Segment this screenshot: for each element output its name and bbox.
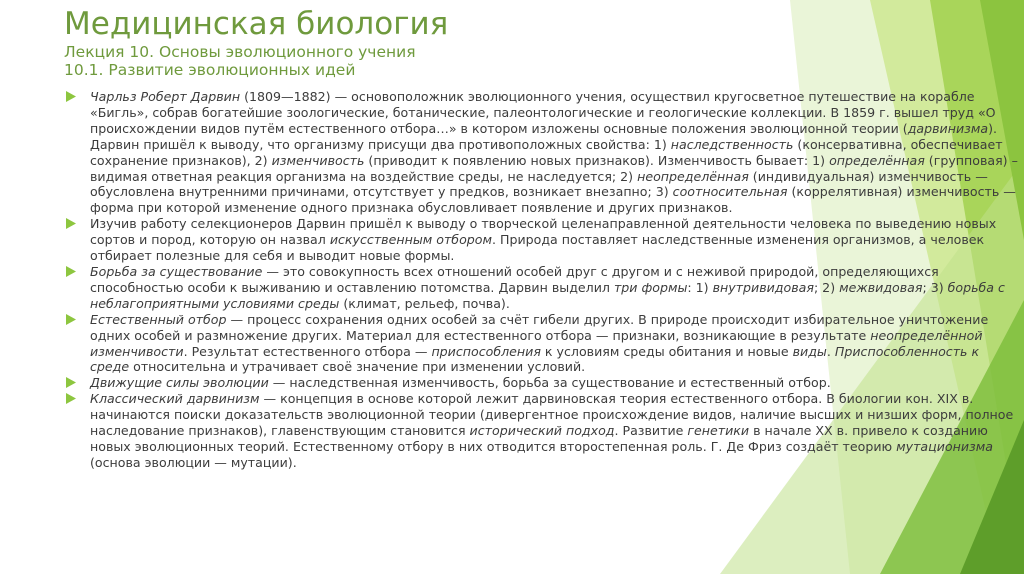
term-text: Борьба за существование — [90, 263, 263, 279]
bullet-arrow-icon — [66, 266, 76, 277]
term-text: межвидовая — [839, 279, 923, 295]
term-text: приспособления — [431, 343, 541, 359]
body-text: . Развитие — [614, 423, 688, 439]
bullet-arrow-icon — [66, 314, 76, 325]
term-text: изменчивость — [271, 152, 365, 168]
body-text: — процесс сохранения одних особей за счёт гибели других. В природе происходит избирательное уничтожение одних особей и размножение других. Материал для естественного отбора — признаки, возникающие в результате — [90, 311, 989, 343]
bullet-item — [66, 264, 1018, 312]
body-text: (основа эволюции — мутации). — [90, 454, 297, 470]
body-text: . — [826, 343, 835, 359]
body-text: ; 3) — [922, 279, 948, 295]
term-text: три формы — [613, 279, 688, 295]
term-text: борьба с неблагоприятными условиями среды — [90, 279, 1005, 311]
term-text: мутационизма — [896, 438, 993, 454]
body-text: (индивидуальная) изменчивость — обусловлена внутренними причинами, отсутствует у предков, возникает внезапно; 3) — [90, 168, 988, 200]
term-text: искусственным отбором — [329, 232, 492, 248]
term-text: Классический дарвинизм — [90, 391, 260, 407]
slide-title: Медицинская биология — [64, 6, 449, 42]
body-text: ). Дарвин пришёл к выводу, что организму присущи два противоположных свойства: 1) — [90, 120, 997, 152]
body-text: (приводит к появлению новых признаков). Изменчивость бывает: 1) — [364, 152, 830, 168]
bullet-item — [66, 375, 1018, 391]
body-text: — концепция в основе которой лежит дарвиновская теория естественного отбора. В биологии кон. XIX в. начинаются поиски доказательств эволюционной теории (дивергентное происхождение видов, наличие высших и низших форм, полное наследование признаков), главенствующим становится — [90, 391, 1014, 439]
term-text: соотносительная — [672, 184, 788, 200]
body-text: . Природа поставляет наследственные изменения организмов, а человек отбирает полезные для себя и выводит новые формы. — [90, 232, 985, 264]
body-text: относительна и утрачивает своё значение при изменении условий. — [129, 359, 586, 375]
body-text: . Результат естественного отбора — — [183, 343, 432, 359]
body-text: — наследственная изменчивость, борьба за существование и естественный отбор. — [268, 375, 831, 391]
lecture-subtitle: Лекция 10. Основы эволюционного учения — [64, 43, 416, 61]
body-text: Изучив работу селекционеров Дарвин пришёл к выводу о творческой целенаправленной деятельности человека по выведению новых сортов и пород, которую он назвал — [90, 216, 997, 248]
body-text: к условиям среды обитания и новые — [540, 343, 793, 359]
bullet-arrow-icon — [66, 393, 76, 404]
term-text: наследственность — [670, 136, 794, 152]
term-text: внутривидовая — [712, 279, 814, 295]
body-text: (коррелятивная) изменчивость — форма при которой изменение одного признака обусловливает появление и других признаков. — [90, 184, 1016, 216]
bullet-arrow-icon — [66, 377, 76, 388]
body-text: — это совокупность всех отношений особей друг с другом и с неживой природой, определяющихся способностью особи к выживанию и оставлению потомства. Дарвин выделил — [90, 263, 939, 295]
term-text: Движущие силы эволюции — [90, 375, 269, 391]
body-text: в начале XX в. привело к созданию новых эволюционных теорий. Естественному отбору в них отводится второстепенная роль. Г. Де Фриз создаёт теорию — [90, 423, 988, 454]
term-text: Приспособленность к среде — [90, 343, 980, 375]
bullet-list — [66, 89, 1018, 471]
section-subtitle: 10.1. Развитие эволюционных идей — [64, 61, 356, 79]
body-text: : 1) — [687, 279, 713, 295]
bullet-arrow-icon — [66, 218, 76, 229]
bullet-item — [66, 391, 1018, 471]
body-text: (1809—1882) — основоположник эволюционного учения, осуществил кругосветное путешествие на корабле «Бигль», собрав богатейшие зоологические, ботанические, палеонтологические и геологические коллекции. В 1859 г. вышел труд «О происхождении видов путём естественного отбора…» в котором изложены основные положения эволюционной теории ( — [90, 89, 996, 136]
term-text: дарвинизма — [907, 120, 989, 136]
term-text: генетики — [687, 423, 750, 439]
term-text: неопределённая — [637, 168, 749, 184]
body-text: ; 2) — [813, 279, 840, 295]
term-text: Естественный отбор — [90, 311, 227, 327]
term-text: Чарльз Роберт Дарвин — [90, 89, 241, 104]
bullet-item — [66, 312, 1018, 376]
term-text: определённая — [829, 152, 925, 168]
bullet-item — [66, 216, 1018, 264]
term-text: исторический подход — [469, 423, 615, 439]
term-text: виды — [792, 343, 827, 359]
body-text: (групповая) – видимая ответная реакция организма на воздействие среды, не наследуется; 2) — [90, 152, 1018, 184]
body-text: (климат, рельеф, почва). — [339, 295, 510, 311]
body-text: (консервативна, обеспечивает сохранение признаков), 2) — [90, 136, 1003, 168]
term-text: неопределённой изменчивости — [90, 327, 983, 359]
bullet-arrow-icon — [66, 91, 76, 102]
bullet-item — [66, 89, 1018, 216]
